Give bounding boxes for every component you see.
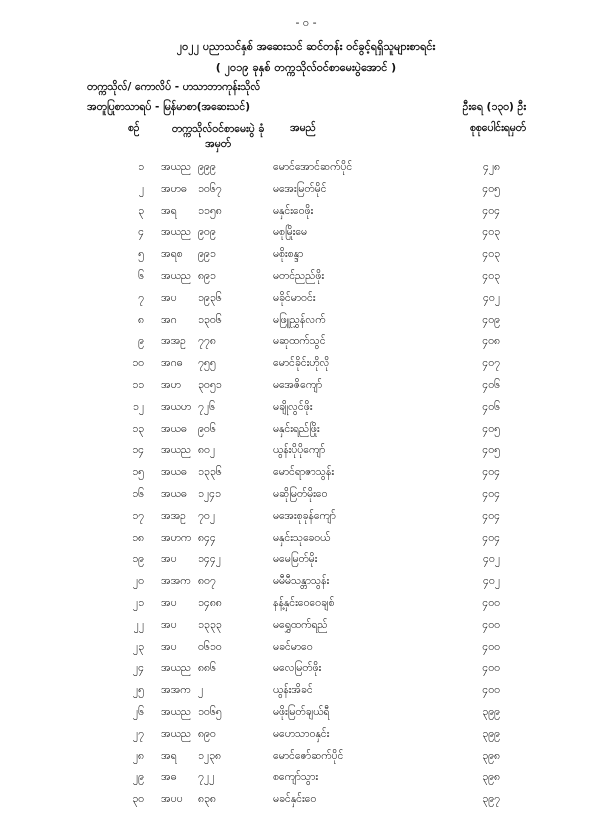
roll-number: ၁၄၄၂ (198, 553, 221, 566)
column-header-roll: တက္ကသိုလ်ဝင်စာမေးပွဲ ခုံအမှတ် (171, 123, 265, 150)
roll-number: ၉၀၆ (198, 422, 216, 435)
total-marks: ၄၀၅ (482, 422, 500, 435)
student-name: မောင်အောင်ဆက်ပိုင် (273, 161, 353, 173)
total-marks: ၄၀၄ (482, 531, 500, 544)
table-row (0, 597, 612, 619)
roll-prefix: အဟက (161, 531, 192, 544)
student-name: မောင်ရာဇာသွန်း (273, 466, 335, 479)
table-row (0, 553, 612, 575)
table-row (0, 793, 612, 815)
university-line: တက္ကသိုလ်/ ကောလိပ် - ဟသာဘာကုန်းသိုလ် (87, 81, 261, 93)
roll-number: ၀၆၁၀ (198, 640, 222, 653)
row-number: ၁၅ (132, 466, 144, 479)
table-row (0, 532, 612, 554)
table-row (0, 706, 612, 728)
roll-prefix: အပ (161, 618, 177, 631)
total-marks: ၄၀၃ (482, 248, 500, 261)
row-number: ၆ (138, 269, 144, 282)
roll-number: ၇၇၈ (198, 335, 216, 348)
student-name: မအေဇိကျော် (273, 378, 323, 391)
student-name: မနှင်းရည်ဖြိုး (273, 422, 320, 435)
table-row (0, 444, 612, 466)
roll-number: ၇၅၅ (198, 357, 216, 370)
roll-number: ၈၀၇ (198, 575, 216, 588)
roll-prefix: အယဓ (161, 466, 187, 479)
student-name: မလေမြတ်ဖိုး (273, 662, 322, 675)
student-name: စကျော်သွား (273, 771, 318, 784)
roll-prefix: အယဓ (161, 422, 187, 435)
row-number: ၂ (138, 182, 144, 195)
table-row (0, 248, 612, 270)
table-row (0, 183, 612, 205)
total-marks: ၃၉၉ (482, 705, 500, 718)
roll-number: ၁၁၅၈ (198, 204, 222, 217)
total-marks: ၄၀၀ (482, 640, 500, 653)
total-marks: ၃၉၈ (482, 749, 500, 762)
row-number: ၁၂ (132, 400, 144, 413)
column-header-marks: စုစုပေါင်းရမှတ် (469, 122, 526, 134)
table-row (0, 771, 612, 793)
row-number: ၂၅ (132, 684, 144, 697)
table-row (0, 750, 612, 772)
column-header-no: စဉ် (128, 122, 140, 134)
roll-prefix: အယည (161, 269, 191, 282)
row-number: ၂၄ (132, 662, 144, 675)
student-name: မအေးမြတ်မိုင် (273, 182, 327, 195)
table-row (0, 401, 612, 423)
total-marks: ၄၀၇ (482, 357, 500, 370)
table-row (0, 619, 612, 641)
roll-prefix: အပ (161, 553, 177, 566)
student-name: မောင်ဇော်ဆက်ပိုင် (273, 749, 344, 762)
roll-prefix: အပ (161, 291, 177, 304)
row-number: ၅ (138, 248, 144, 261)
row-number: ၂၂ (133, 618, 144, 631)
row-number: ၂၃ (132, 640, 144, 653)
total-marks: ၄၀၀ (482, 684, 500, 697)
roll-prefix: အဂဓ (161, 357, 183, 370)
total-marks: ၄၀၆ (482, 378, 500, 391)
table-row (0, 728, 612, 750)
row-number: ၁၆ (132, 487, 144, 500)
student-name: မဟေသာဝနှင်း (273, 727, 330, 740)
roll-number: ၈၀၂ (198, 444, 216, 457)
roll-number: ၁၉၃၆ (198, 291, 222, 304)
roll-number: ၉၀၉ (198, 226, 216, 239)
table-row (0, 641, 612, 663)
total-marks: ၃၉၉ (482, 727, 500, 740)
total-marks: ၄၂၈ (482, 161, 500, 173)
total-marks: ၄၀၈ (482, 335, 500, 348)
roll-prefix: အရ (161, 204, 177, 217)
student-name: မမေမြတ်မိုး (273, 553, 318, 566)
roll-number: ၈၉၁ (198, 269, 216, 282)
student-name: မနှင်းဝေဖိုး (273, 204, 314, 217)
roll-prefix: အဓ (161, 771, 177, 784)
table-row (0, 423, 612, 445)
student-name: မစုမြိုးမေ (273, 226, 308, 239)
table-row (0, 379, 612, 401)
student-name: မခင်မာဝေ (273, 640, 313, 653)
row-number: ၄ (138, 226, 144, 239)
table-row (0, 161, 612, 183)
student-name: မဖြူညွှန်လက် (273, 313, 326, 326)
student-name: မတင်ညည်ဖိုး (273, 269, 325, 282)
roll-prefix: အယည (161, 727, 191, 740)
student-name: မနှင်းသုခေဝယ် (273, 531, 331, 544)
table-row (0, 488, 612, 510)
total-marks: ၄၀၄ (482, 466, 500, 479)
roll-prefix: အယည (161, 705, 191, 718)
table-row (0, 662, 612, 684)
total-marks: ၄၀၅ (482, 444, 500, 457)
roll-number: ၈၉၀ (198, 727, 216, 740)
roll-prefix: အဂ (161, 313, 177, 326)
row-number: ၂၉ (132, 771, 144, 784)
roll-number: ၁၄၈၈ (198, 596, 222, 609)
roll-number: ၁၃၃၃ (198, 618, 222, 631)
student-table (0, 161, 612, 815)
student-name: နန့်နှင်းဝေဝေချစ် (273, 596, 335, 609)
table-row (0, 270, 612, 292)
total-marks: ၃၉၇ (482, 793, 500, 806)
roll-prefix: အရစ (161, 248, 183, 261)
total-count: ဦးရေ (၁၃၀) ဦး (462, 101, 526, 113)
total-marks: ၄၀၅ (482, 182, 500, 195)
table-row (0, 357, 612, 379)
roll-prefix: အပ (161, 640, 177, 653)
row-number: ၁၀ (132, 357, 144, 370)
column-header-name: အမည် (290, 122, 316, 134)
roll-prefix: အအဥ (161, 335, 187, 348)
student-name: မရွှေထက်ရည် (273, 618, 328, 631)
row-number: ၂၈ (132, 749, 144, 762)
roll-prefix: အယည (161, 662, 191, 675)
table-row (0, 684, 612, 706)
row-number: ၁၁ (132, 378, 144, 391)
roll-prefix: အအဥ (161, 509, 187, 522)
roll-number: ၁၃၀၆ (198, 313, 222, 326)
student-name: ယွန်းအိခင် (273, 684, 313, 697)
roll-number: ၈၄၄ (198, 531, 216, 544)
roll-prefix: အယည (161, 161, 191, 173)
roll-number: ၁၀၆၅ (198, 705, 222, 718)
table-row (0, 466, 612, 488)
roll-prefix: အအက (161, 575, 191, 588)
student-name: မမီမီသန္တာသွန်း (273, 575, 330, 588)
row-number: ၇ (138, 291, 144, 304)
total-marks: ၄၀၂ (483, 291, 500, 304)
roll-prefix: အယည (161, 444, 191, 457)
row-number: ၉ (138, 335, 144, 348)
student-name: မောင်ခိုင်းဟိုလို (273, 357, 330, 370)
roll-number: ၇၂၂ (198, 771, 215, 784)
row-number: ၂၀ (132, 575, 144, 588)
total-marks: ၄၀၆ (482, 400, 500, 413)
student-name: ယွန်းပိုပိုကျော် (273, 444, 326, 457)
row-number: ၁၇ (132, 509, 144, 522)
subject-line: အတူပြုစာသာရပ် - မြန်မာစာ(အဆေးသင်) (87, 101, 251, 113)
roll-number: ၃၀၅၁ (198, 378, 222, 391)
roll-number: ၇၀၂ (198, 509, 215, 522)
total-marks: ၃၉၈ (482, 771, 500, 784)
row-number: ၂၇ (132, 727, 144, 740)
row-number: ၂၁ (132, 596, 144, 609)
roll-number: ၈၃၈ (198, 793, 216, 806)
table-row (0, 292, 612, 314)
table-row (0, 314, 612, 336)
row-number: ၃ (138, 204, 144, 217)
total-marks: ၄၀၀ (482, 662, 500, 675)
roll-number: ၂ (198, 684, 204, 697)
row-number: ၁၃ (132, 422, 144, 435)
roll-number: ၇၂၆ (198, 400, 215, 413)
roll-number: ၁၂၄၁ (198, 487, 221, 500)
total-marks: ၄၀၉ (482, 313, 500, 326)
roll-prefix: အယဓ (161, 487, 187, 500)
roll-prefix: အယည (161, 226, 191, 239)
roll-prefix: အဟဓ (161, 182, 187, 195)
total-marks: ၄၀၂ (483, 575, 500, 588)
total-marks: ၄၀၀ (482, 596, 500, 609)
table-row (0, 226, 612, 248)
table-row (0, 335, 612, 357)
document-title: ၂၀၂၂ ပညာသင်နှစ် အဆေးသင် ဆင်တန်း ဝင်ခွင့်ရရှိသူများစာရင်း (176, 40, 436, 53)
roll-number: ၉၉၉ (198, 161, 216, 173)
table-row (0, 205, 612, 227)
student-name: မခိုင်မာဝင်း (273, 291, 316, 304)
document-subtitle: ( ၂၀၁၉ ခုနှစ် တက္ကသိုလ်ဝင်စာမေးပွဲအောင် ) (215, 61, 397, 74)
row-number: ၁ (138, 161, 144, 173)
table-row (0, 575, 612, 597)
row-number: ၁၉ (132, 553, 144, 566)
student-name: မဖိုးမြတ်ချယ်ရီ (273, 705, 330, 718)
roll-prefix: အယဟ (161, 400, 192, 413)
roll-number: ၁၀၆၇ (198, 182, 222, 195)
total-marks: ၄၀၄ (482, 487, 500, 500)
student-name: မအေးစုခုန်ကျော် (273, 509, 336, 522)
roll-prefix: အပပ (161, 793, 183, 806)
total-marks: ၄၀၄ (482, 204, 500, 217)
row-number: ၂၆ (132, 705, 144, 718)
roll-prefix: အရ (161, 749, 177, 762)
student-name: မဆုထက်သွင် (273, 335, 326, 348)
row-number: ၃၀ (132, 793, 144, 806)
total-marks: ၄၀၃ (482, 269, 500, 282)
roll-number: ၉၉၁ (198, 248, 216, 261)
roll-prefix: အအက (161, 684, 191, 697)
page-number: - ၀ - (295, 16, 317, 29)
row-number: ၁၈ (132, 531, 144, 544)
total-marks: ၄၀၂ (483, 553, 500, 566)
student-name: မချိုလွင်ဖိုး (273, 400, 313, 413)
student-name: မဆိုမြတ်မိုးဝေ (273, 487, 328, 500)
row-number: ၁၄ (132, 444, 144, 457)
student-name: မခင်နှင်းဝေ (273, 793, 317, 806)
total-marks: ၄၀၃ (482, 226, 500, 239)
total-marks: ၄၀၀ (482, 618, 500, 631)
table-row (0, 510, 612, 532)
total-marks: ၄၀၄ (482, 509, 500, 522)
roll-number: ၈၈၆ (198, 662, 216, 675)
row-number: ၈ (138, 313, 144, 326)
roll-number: ၁၂၃၈ (198, 749, 221, 762)
roll-number: ၁၃၃၆ (198, 466, 222, 479)
roll-prefix: အဟ (161, 378, 181, 391)
student-name: မစိုးစန္ဒာ (273, 248, 304, 261)
roll-prefix: အပ (161, 596, 177, 609)
